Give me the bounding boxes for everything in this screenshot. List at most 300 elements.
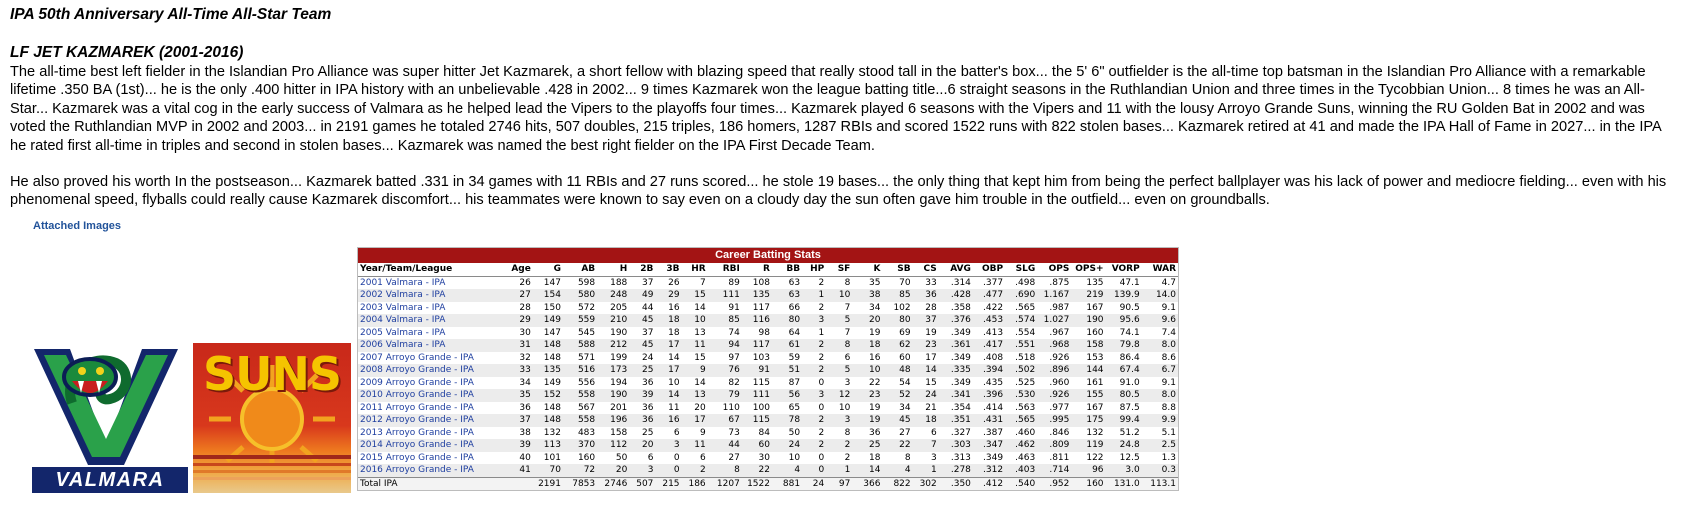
- table-cell: .335: [939, 364, 973, 377]
- table-cell: 14: [694, 377, 706, 388]
- table-cell: 119: [1071, 439, 1105, 452]
- table-cell: .995: [1037, 414, 1071, 427]
- table-cell: 37: [507, 414, 533, 427]
- table-cell: 111: [742, 389, 772, 402]
- table-cell: 194: [610, 377, 628, 388]
- table-cell: 10: [838, 402, 851, 413]
- table-cell: 35: [869, 277, 881, 288]
- column-header: OPS+: [1071, 263, 1105, 276]
- column-header: SB: [882, 263, 912, 276]
- table-cell: 8: [904, 452, 911, 463]
- table-cell: 101: [543, 452, 561, 463]
- table-cell: 11: [682, 439, 708, 452]
- total-cell: 131.0: [1106, 477, 1142, 490]
- table-cell: 19: [925, 327, 937, 338]
- table-cell: 4: [882, 464, 912, 477]
- table-row: [358, 327, 1178, 340]
- table-cell: 10: [682, 314, 708, 327]
- table-cell: 2: [802, 364, 826, 377]
- table-cell: 54: [899, 377, 911, 388]
- table-cell: 29: [507, 314, 533, 327]
- table-cell: 545: [577, 327, 596, 338]
- table-cell: 21: [925, 402, 937, 413]
- table-cell: 10: [826, 289, 852, 302]
- table-cell: .358: [950, 302, 971, 313]
- table-cell: 188: [610, 277, 628, 288]
- table-cell: 98: [758, 327, 770, 338]
- table-cell: 14.0: [1142, 289, 1178, 302]
- table-cell: 36: [519, 402, 531, 413]
- table-cell: .960: [1049, 377, 1070, 388]
- table-cell: 36: [641, 377, 654, 388]
- table-cell: .809: [1037, 439, 1071, 452]
- table-cell: .314: [950, 277, 971, 288]
- table-cell: 17: [655, 364, 681, 377]
- table-cell: 139.9: [1106, 289, 1142, 302]
- table-cell: .565: [1005, 414, 1037, 427]
- bio-paragraph-1: The all-time best left fielder in the Islandian Pro Alliance was super hitter Jet Kazmarek, a short fellow with blazing speed that really stood tall in the batter's box... the 5' 6" outfielder is the all-time top batsman in the Islandian Pro Alliance with a remarkable lifetime .350 BA (1st)... he is the only .400 hitter in IPA history with an unbelievable .428 in 2002... 9 times Kazmarek won the league batting title...6 straight seasons in the Ruthlandian Union and three times in the Tycobbian Union... 8 times he was an All-Star... Kazmarek was a vital cog in the early success of Valmara as he helped lead the Vipers to the playoffs four times... Kazmarek played 6 seasons with the Vipers and 11 with the lousy Arroyo Grande Suns, winning the RU Golden Bat in 2002 and was voted the Ruthlandian MVP in 2002 and 2003... in 2191 games he totaled 2746 hits, 507 doubles, 215 triples, 186 homers, 1287 RBIs and scored 1522 runs with 822 stolen bases... Kazmarek retired at 41 and made the IPA Hall of Fame in 2027... in the IPA he rated first all-time in triples and second in stolen bases... Kazmarek was named the best right fielder on the IPA First Decade Team.: [10, 64, 1661, 154]
- table-row: [358, 414, 1178, 427]
- table-cell: 1.167: [1037, 289, 1071, 302]
- table-cell: 3: [629, 464, 655, 477]
- table-cell: 62: [882, 339, 912, 352]
- table-cell: .987: [1049, 302, 1070, 313]
- table-cell: 80.5: [1106, 389, 1142, 402]
- table-cell: 12: [826, 389, 852, 402]
- table-cell: 14: [655, 389, 681, 402]
- table-cell: 63: [788, 277, 801, 288]
- table-cell: 59: [788, 352, 801, 363]
- table-cell: 8.0: [1142, 389, 1178, 402]
- table-cell: 51.2: [1119, 427, 1140, 438]
- table-cell: 35: [507, 389, 533, 402]
- table-cell: 3: [931, 452, 937, 463]
- total-cell: 113.1: [1142, 477, 1178, 490]
- table-cell: 567: [577, 402, 596, 413]
- table-cell: 10: [852, 364, 882, 377]
- table-cell: 90.5: [1119, 302, 1140, 313]
- table-cell: .518: [1015, 352, 1036, 363]
- attached-images-link[interactable]: Attached Images: [33, 220, 122, 232]
- team-season-link[interactable]: 2010 Arroyo Grande - IPA: [358, 389, 507, 402]
- table-cell: 23: [913, 339, 939, 352]
- table-cell: 6: [673, 427, 680, 438]
- table-cell: 2: [818, 352, 825, 363]
- table-cell: 370: [563, 439, 597, 452]
- table-cell: 48: [882, 364, 912, 377]
- table-cell: .408: [983, 352, 1004, 363]
- table-cell: 27: [899, 427, 911, 438]
- total-cell: 2191: [533, 477, 563, 490]
- table-cell: 22: [742, 464, 772, 477]
- table-cell: 72: [563, 464, 597, 477]
- column-header: CS: [913, 263, 939, 276]
- table-cell: 6: [931, 427, 937, 438]
- table-cell: 558: [563, 389, 597, 402]
- table-cell: .875: [1049, 277, 1070, 288]
- table-cell: 15: [682, 289, 708, 302]
- table-cell: 219: [1071, 289, 1105, 302]
- table-cell: 60: [899, 352, 911, 363]
- table-cell: 30: [758, 452, 770, 463]
- table-cell: 52: [882, 389, 912, 402]
- table-cell: .977: [1049, 402, 1070, 413]
- table-cell: 0.3: [1142, 464, 1178, 477]
- team-season-link[interactable]: 2001 Valmara - IPA: [360, 277, 446, 288]
- table-cell: 199: [610, 352, 628, 363]
- table-cell: 28: [519, 302, 531, 313]
- table-cell: 18: [869, 452, 881, 463]
- table-cell: 111: [708, 289, 742, 302]
- column-header: SLG: [1005, 263, 1037, 276]
- table-cell: 79.8: [1106, 339, 1142, 352]
- table-cell: .403: [1005, 464, 1037, 477]
- table-cell: 79: [708, 389, 742, 402]
- table-cell: .502: [1005, 364, 1037, 377]
- table-cell: 1: [826, 464, 852, 477]
- table-cell: .414: [983, 402, 1004, 413]
- table-cell: 95.6: [1106, 314, 1142, 327]
- table-cell: .453: [973, 314, 1005, 327]
- table-row: [358, 464, 1178, 477]
- table-cell: 89: [728, 277, 740, 288]
- column-header: OBP: [973, 263, 1005, 276]
- table-cell: .396: [973, 389, 1005, 402]
- table-cell: 205: [610, 302, 628, 313]
- valmara-wordmark: VALMARA: [32, 465, 188, 493]
- table-cell: .347: [973, 439, 1005, 452]
- table-cell: 29: [655, 289, 681, 302]
- table-cell: .387: [983, 427, 1004, 438]
- player-heading: LF JET KAZMAREK (2001-2016): [10, 44, 244, 61]
- table-cell: 167: [1086, 402, 1104, 413]
- table-cell: .896: [1037, 364, 1071, 377]
- stats-table: [358, 263, 1178, 490]
- table-cell: 588: [563, 339, 597, 352]
- table-cell: 25: [629, 364, 655, 377]
- table-cell: 2: [682, 464, 708, 477]
- table-cell: 248: [597, 289, 629, 302]
- table-cell: .967: [1049, 327, 1070, 338]
- table-cell: 24: [772, 439, 802, 452]
- table-cell: .462: [1005, 439, 1037, 452]
- table-cell: 24: [913, 389, 939, 402]
- table-cell: 572: [577, 302, 596, 313]
- table-cell: 1: [913, 464, 939, 477]
- table-cell: 150: [543, 302, 561, 313]
- total-cell: Total IPA: [358, 477, 507, 490]
- table-cell: 82: [728, 377, 740, 388]
- total-row: [358, 477, 1178, 490]
- table-cell: .327: [950, 427, 971, 438]
- total-cell: .540: [1005, 477, 1037, 490]
- table-cell: 132: [543, 427, 561, 438]
- table-cell: 190: [597, 389, 629, 402]
- table-cell: 20: [694, 402, 706, 413]
- table-cell: 149: [533, 314, 563, 327]
- table-cell: 11: [668, 402, 680, 413]
- table-cell: 6.7: [1142, 364, 1178, 377]
- table-cell: 34: [519, 377, 531, 388]
- table-cell: 147: [543, 277, 561, 288]
- column-header: OPS: [1037, 263, 1071, 276]
- team-season-link[interactable]: 2013 Arroyo Grande - IPA: [360, 427, 474, 438]
- table-cell: 5: [826, 364, 852, 377]
- table-cell: 8: [844, 427, 851, 438]
- table-cell: 70: [899, 277, 911, 288]
- table-cell: 148: [543, 352, 561, 363]
- table-cell: 12.5: [1119, 452, 1140, 463]
- table-cell: 160: [577, 452, 596, 463]
- table-cell: 66: [788, 302, 801, 313]
- column-header: K: [852, 263, 882, 276]
- table-cell: .361: [939, 339, 973, 352]
- table-cell: 8.0: [1142, 339, 1178, 352]
- team-season-link[interactable]: 2011 Arroyo Grande - IPA: [360, 402, 474, 413]
- table-cell: 0: [818, 377, 825, 388]
- table-cell: 1: [818, 327, 825, 338]
- table-cell: .498: [1015, 277, 1036, 288]
- team-season-link[interactable]: 2014 Arroyo Grande - IPA: [358, 439, 507, 452]
- team-season-link[interactable]: 2007 Arroyo Grande - IPA: [360, 352, 474, 363]
- table-cell: 116: [742, 314, 772, 327]
- table-cell: 99.4: [1106, 414, 1142, 427]
- total-cell: 7853: [563, 477, 597, 490]
- table-cell: 37: [913, 314, 939, 327]
- table-cell: 44: [641, 302, 654, 313]
- total-cell: .952: [1037, 477, 1071, 490]
- table-cell: 25: [641, 427, 654, 438]
- table-cell: 0: [818, 402, 825, 413]
- table-cell: 14: [852, 464, 882, 477]
- table-cell: 44: [708, 439, 742, 452]
- column-header: HR: [682, 263, 708, 276]
- total-cell: .412: [973, 477, 1005, 490]
- table-cell: .714: [1037, 464, 1071, 477]
- table-cell: 175: [1071, 414, 1105, 427]
- table-cell: 37: [641, 277, 654, 288]
- table-cell: 69: [899, 327, 911, 338]
- table-cell: 5: [826, 314, 852, 327]
- table-cell: 100: [752, 402, 770, 413]
- table-cell: 31: [507, 339, 533, 352]
- table-row: [358, 439, 1178, 452]
- table-cell: 3: [802, 389, 826, 402]
- table-cell: 85: [882, 289, 912, 302]
- table-cell: 2.5: [1142, 439, 1178, 452]
- table-cell: .349: [983, 452, 1004, 463]
- table-cell: 108: [752, 277, 770, 288]
- total-cell: 2746: [597, 477, 629, 490]
- suns-wordmark: SUNS: [202, 347, 342, 401]
- table-row: [358, 352, 1178, 365]
- team-season-link[interactable]: 2004 Valmara - IPA: [358, 314, 507, 327]
- column-header: R: [742, 263, 772, 276]
- team-season-link[interactable]: 2009 Arroyo Grande - IPA: [360, 377, 474, 388]
- table-cell: 103: [752, 352, 770, 363]
- suns-logo[interactable]: [193, 343, 351, 493]
- table-cell: .530: [1005, 389, 1037, 402]
- table-cell: 115: [752, 377, 770, 388]
- table-cell: 0: [673, 452, 680, 463]
- team-season-link[interactable]: 2002 Valmara - IPA: [358, 289, 507, 302]
- table-cell: 10: [668, 377, 680, 388]
- table-cell: 15: [694, 352, 706, 363]
- table-cell: 20: [629, 439, 655, 452]
- table-cell: 17: [925, 352, 937, 363]
- table-cell: .846: [1049, 427, 1070, 438]
- table-cell: 73: [728, 427, 740, 438]
- table-cell: 24.8: [1106, 439, 1142, 452]
- team-season-link[interactable]: 2012 Arroyo Grande - IPA: [358, 414, 507, 427]
- table-cell: 7: [699, 277, 706, 288]
- table-cell: 91: [728, 302, 740, 313]
- table-cell: 158: [1071, 339, 1105, 352]
- table-cell: 559: [563, 314, 597, 327]
- table-cell: .313: [950, 452, 971, 463]
- table-cell: 6: [699, 452, 706, 463]
- table-cell: 2: [802, 414, 826, 427]
- table-cell: 74: [728, 327, 740, 338]
- table-row: [358, 389, 1178, 402]
- table-cell: 14: [668, 352, 680, 363]
- table-cell: .463: [1015, 452, 1036, 463]
- table-row: [358, 314, 1178, 327]
- table-cell: .574: [1005, 314, 1037, 327]
- table-cell: 74.1: [1119, 327, 1140, 338]
- table-cell: .431: [973, 414, 1005, 427]
- table-cell: 4.7: [1161, 277, 1176, 288]
- table-cell: 110: [722, 402, 740, 413]
- table-cell: .554: [1015, 327, 1036, 338]
- table-cell: 14: [913, 364, 939, 377]
- table-row: [358, 377, 1178, 390]
- table-row: [358, 364, 1178, 377]
- team-season-link[interactable]: 2005 Valmara - IPA: [360, 327, 446, 338]
- table-cell: 76: [708, 364, 742, 377]
- table-cell: 96: [1071, 464, 1105, 477]
- table-cell: 24: [641, 352, 654, 363]
- table-cell: 36: [629, 414, 655, 427]
- valmara-logo[interactable]: [32, 343, 190, 491]
- table-cell: 212: [597, 339, 629, 352]
- table-cell: .394: [973, 364, 1005, 377]
- total-cell: 160: [1071, 477, 1105, 490]
- table-cell: 135: [742, 289, 772, 302]
- team-season-link[interactable]: 2003 Valmara - IPA: [360, 302, 446, 313]
- table-cell: .811: [1049, 452, 1070, 463]
- table-cell: 87.5: [1119, 402, 1140, 413]
- table-cell: 147: [543, 327, 561, 338]
- column-header: G: [533, 263, 563, 276]
- total-cell: 1207: [708, 477, 742, 490]
- table-cell: 160: [1086, 327, 1104, 338]
- table-cell: 97: [728, 352, 740, 363]
- table-cell: .351: [939, 414, 973, 427]
- table-cell: 27: [728, 452, 740, 463]
- table-cell: 2: [818, 302, 825, 313]
- table-cell: 60: [742, 439, 772, 452]
- table-cell: .926: [1037, 389, 1071, 402]
- table-cell: 8: [844, 277, 851, 288]
- table-cell: 7.4: [1161, 327, 1176, 338]
- table-cell: 34: [869, 302, 881, 313]
- table-cell: 153: [1086, 352, 1104, 363]
- table-cell: 37: [641, 327, 654, 338]
- table-cell: 67: [708, 414, 742, 427]
- table-row: [358, 427, 1178, 440]
- table-cell: 33: [925, 277, 937, 288]
- table-cell: 6: [844, 352, 851, 363]
- total-cell: 881: [772, 477, 802, 490]
- table-cell: 155: [1071, 389, 1105, 402]
- column-header: Year/Team/League: [358, 263, 507, 276]
- team-season-link[interactable]: 2006 Valmara - IPA: [358, 339, 507, 352]
- table-cell: 8: [708, 464, 742, 477]
- table-cell: 38: [852, 289, 882, 302]
- table-cell: 4: [772, 464, 802, 477]
- table-cell: 16: [668, 302, 680, 313]
- table-cell: 50: [615, 452, 628, 463]
- column-header: 2B: [629, 263, 655, 276]
- table-cell: 51: [772, 364, 802, 377]
- table-cell: 41: [507, 464, 533, 477]
- table-cell: 91: [742, 364, 772, 377]
- table-cell: 80: [882, 314, 912, 327]
- table-cell: 25: [852, 439, 882, 452]
- table-cell: 161: [1086, 377, 1104, 388]
- table-cell: 115: [742, 414, 772, 427]
- career-batting-stats: [357, 247, 1179, 491]
- table-row: [358, 402, 1178, 415]
- total-cell: 302: [913, 477, 939, 490]
- table-cell: 117: [742, 339, 772, 352]
- table-cell: 49: [629, 289, 655, 302]
- table-cell: .422: [983, 302, 1004, 313]
- table-cell: 20: [597, 464, 629, 477]
- team-season-link[interactable]: 2016 Arroyo Grande - IPA: [358, 464, 507, 477]
- table-cell: 0: [655, 464, 681, 477]
- table-cell: 27: [507, 289, 533, 302]
- table-cell: 132: [1086, 427, 1104, 438]
- column-header: VORP: [1106, 263, 1142, 276]
- column-header: RBI: [708, 263, 742, 276]
- table-cell: 1.027: [1037, 314, 1071, 327]
- table-cell: .278: [939, 464, 973, 477]
- team-season-link[interactable]: 2008 Arroyo Grande - IPA: [358, 364, 507, 377]
- column-header: Age: [507, 263, 533, 276]
- table-cell: 7: [913, 439, 939, 452]
- table-cell: 3: [802, 314, 826, 327]
- team-season-link[interactable]: 2015 Arroyo Grande - IPA: [360, 452, 474, 463]
- table-cell: 148: [533, 414, 563, 427]
- table-cell: .349: [950, 327, 971, 338]
- table-cell: 45: [629, 314, 655, 327]
- table-cell: 36: [869, 427, 881, 438]
- table-cell: .354: [950, 402, 971, 413]
- table-cell: 33: [507, 364, 533, 377]
- table-cell: 19: [869, 327, 881, 338]
- table-cell: 13: [694, 327, 706, 338]
- table-cell: 32: [519, 352, 531, 363]
- total-cell: 366: [852, 477, 882, 490]
- table-cell: 2: [802, 439, 826, 452]
- table-cell: 16: [869, 352, 881, 363]
- table-cell: 135: [1086, 277, 1104, 288]
- table-cell: .551: [1005, 339, 1037, 352]
- table-cell: 2: [802, 339, 826, 352]
- table-cell: 38: [519, 427, 531, 438]
